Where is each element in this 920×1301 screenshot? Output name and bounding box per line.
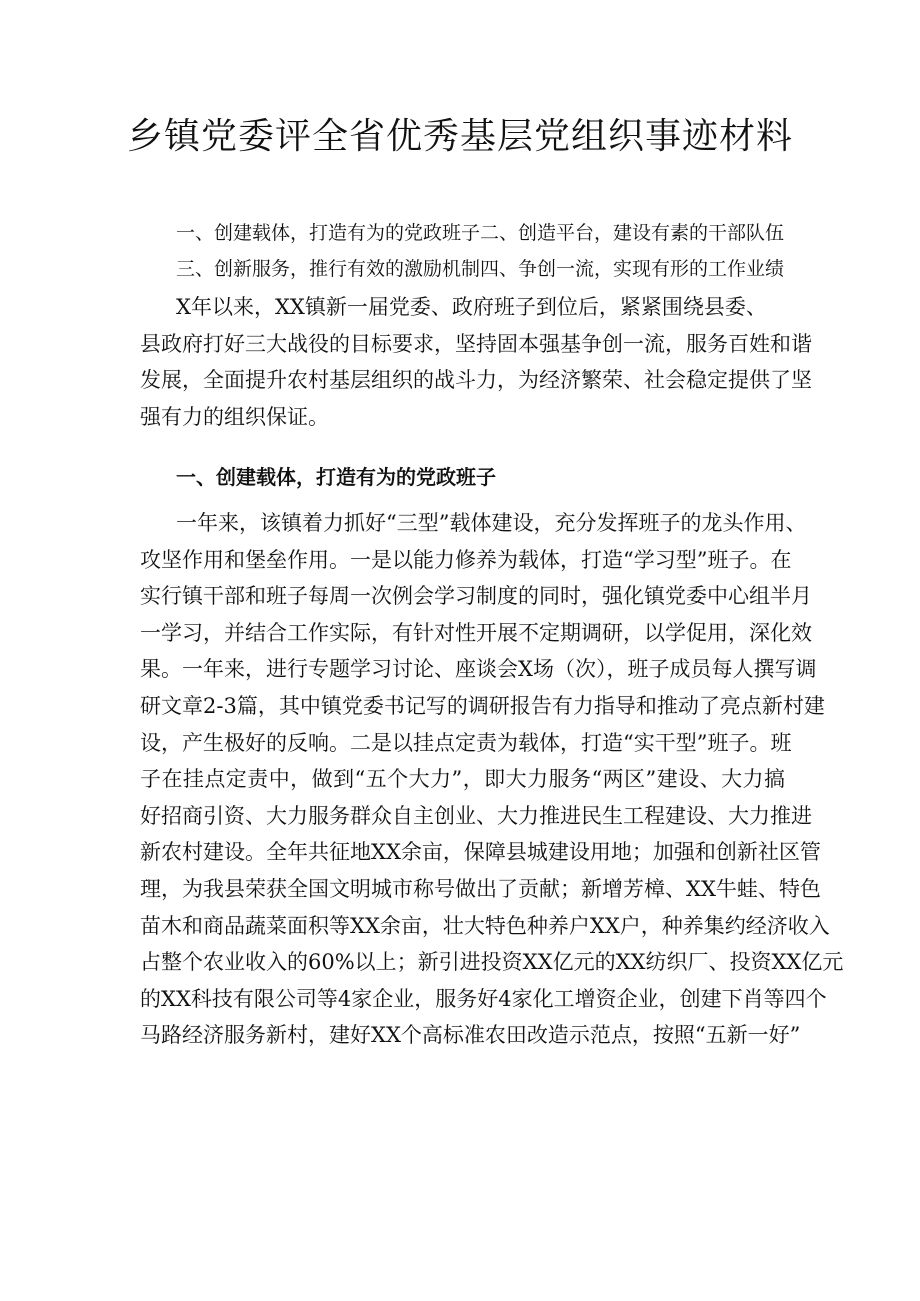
body-line: 设，产生极好的反响。二是以挂点定责为载体，打造“实干型”班子。班 [140, 730, 792, 755]
body-line: 占整个农业收入的60%以上；新引进投资XX亿元的XX纺织厂、投资XX亿元 [140, 950, 844, 975]
body-line: 研文章2-3篇，其中镇党委书记写的调研报告有力指导和推动了亮点新村建 [140, 693, 825, 718]
body-line: 一学习，并结合工作实际，有针对性开展不定期调研，以学促用，深化效 [140, 620, 812, 645]
body-line: 好招商引资、大力服务群众自主创业、大力推进民生工程建设、大力推进 [140, 803, 812, 828]
section-1-paragraph [140, 505, 844, 1054]
body-line: 子在挂点定责中，做到“五个大力”，即大力服务“两区”建设、大力搞 [140, 767, 785, 792]
intro-paragraph [140, 289, 812, 435]
body-line: 马路经济服务新村，建好XX个高标准农田改造示范点，按照“五新一好” [140, 1023, 801, 1048]
body-line: 的XX科技有限公司等4家企业，服务好4家化工增资企业，创建下肖等四个 [140, 986, 827, 1011]
body-line: 新农村建设。全年共征地XX余亩，保障县城建设用地；加强和创新社区管 [140, 840, 821, 865]
body-line: 攻坚作用和堡垒作用。一是以能力修养为载体，打造“学习型”班子。在 [140, 547, 792, 572]
section-heading-1: 一、创建载体，打造有为的党政班子 [176, 465, 496, 489]
intro-line: X年以来，XX镇新一届党委、政府班子到位后，紧紧围绕县委、 [176, 295, 767, 319]
body-line: 苗木和商品蔬菜面积等XX余亩，壮大特色种养户XX户，种养集约经济收入 [140, 913, 830, 938]
toc-line-1: 一、创建载体，打造有为的党政班子二、创造平台，建设有素的干部队伍 [176, 222, 785, 244]
intro-line: 强有力的组织保证。 [140, 404, 329, 429]
toc-line-2: 三、创新服务，推行有效的激励机制四、争创一流，实现有形的工作业绩 [176, 258, 785, 280]
intro-line: 发展，全面提升农村基层组织的战斗力，为经济繁荣、社会稳定提供了坚 [140, 368, 812, 393]
body-line: 实行镇干部和班子每周一次例会学习制度的同时，强化镇党委中心组半月 [140, 584, 812, 609]
body-line: 理，为我县荣获全国文明城市称号做出了贡献；新增芳樟、XX牛蛙、特色 [140, 876, 821, 901]
body-line: 一年来，该镇着力抓好“三型”载体建设，充分发挥班子的龙头作用、 [176, 511, 807, 535]
body-line: 果。一年来，进行专题学习讨论、座谈会X场（次），班子成员每人撰写调 [140, 657, 817, 682]
intro-line: 县政府打好三大战役的目标要求，坚持固本强基争创一流，服务百姓和谐 [140, 331, 812, 356]
document-title: 乡镇党委评全省优秀基层党组织事迹材料 [126, 116, 793, 157]
